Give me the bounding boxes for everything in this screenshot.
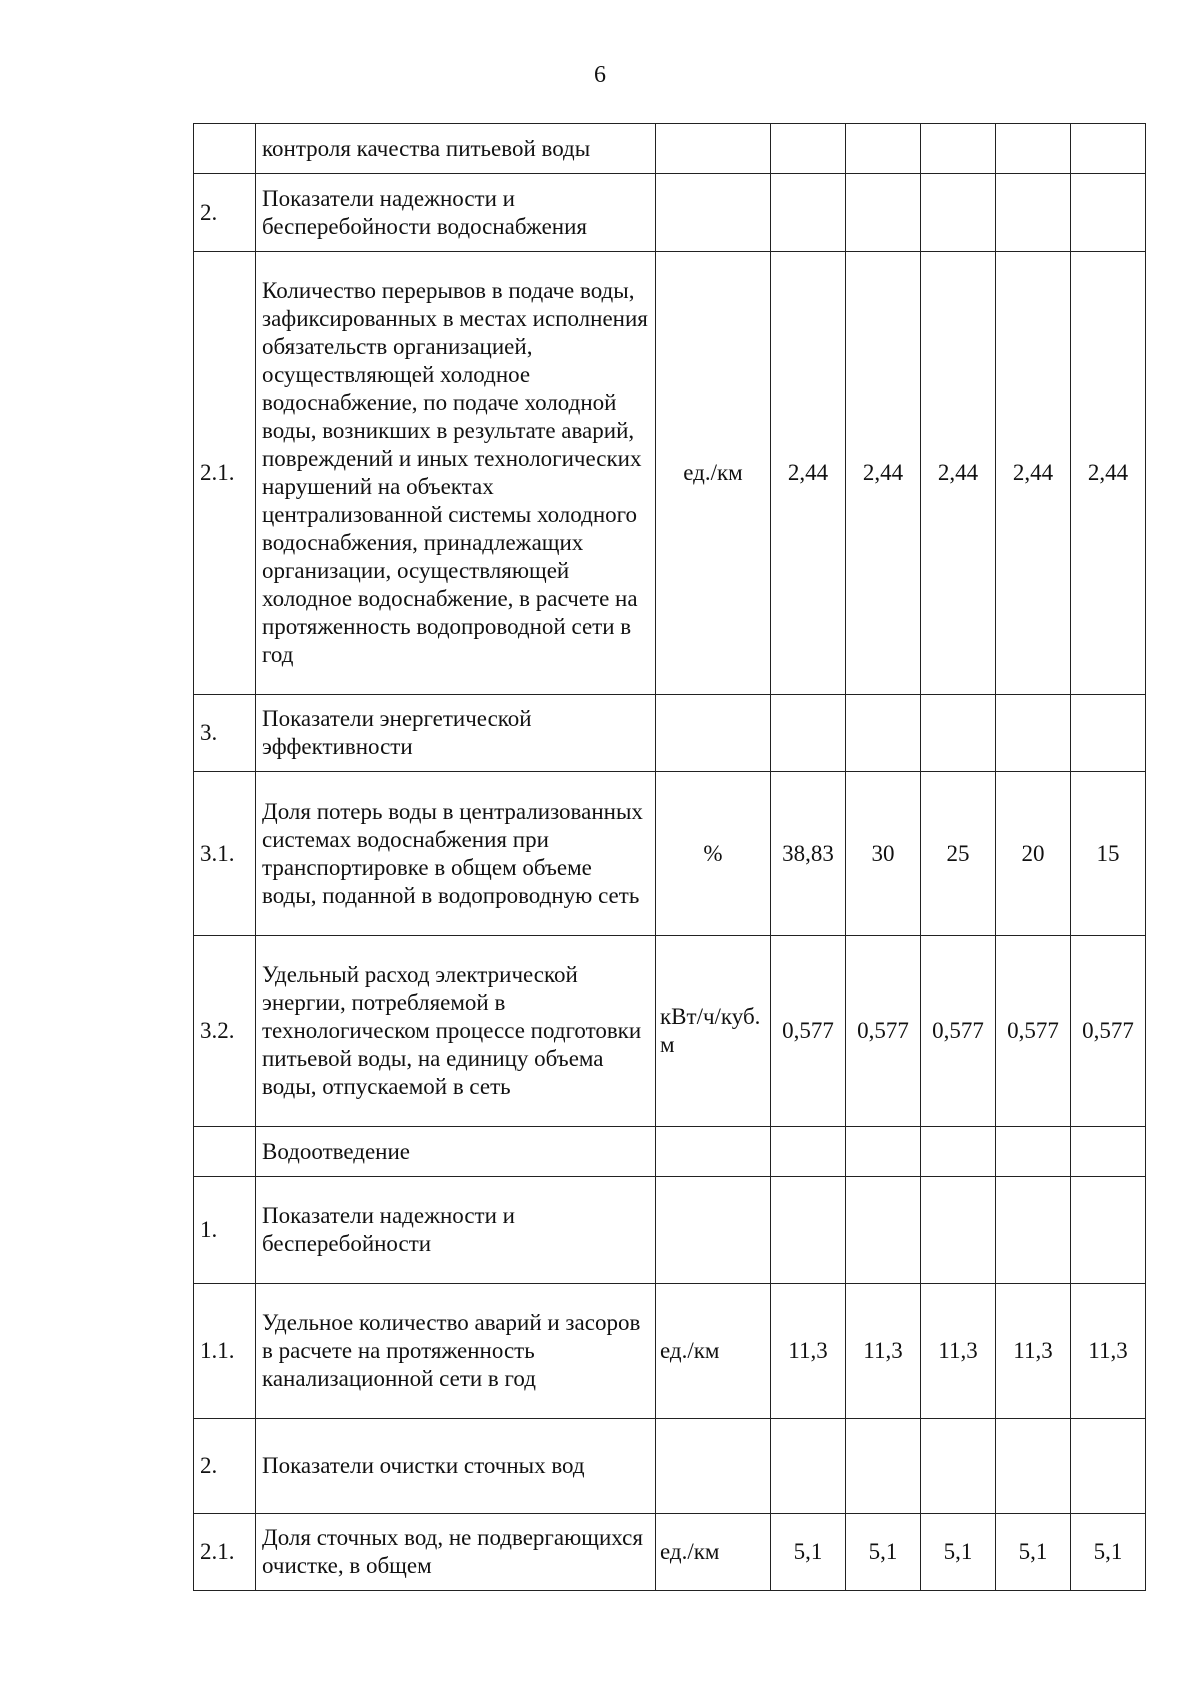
- value-cell: [771, 1177, 846, 1284]
- row-number: 1.1.: [194, 1284, 256, 1419]
- value-cell: 5,1: [1071, 1514, 1146, 1591]
- value-cell: [846, 124, 921, 174]
- table-row: [194, 252, 1146, 695]
- indicator-name: Показатели надежности и бесперебойности водоснабжения: [256, 174, 656, 252]
- unit-cell: [656, 695, 771, 772]
- row-number: 2.: [194, 1419, 256, 1514]
- value-cell: [846, 1127, 921, 1177]
- value-cell: 25: [921, 772, 996, 936]
- value-cell: 2,44: [771, 252, 846, 695]
- value-cell: [1071, 1177, 1146, 1284]
- row-number: 1.: [194, 1177, 256, 1284]
- value-cell: 11,3: [996, 1284, 1071, 1419]
- value-cell: [846, 695, 921, 772]
- value-cell: [996, 1419, 1071, 1514]
- value-cell: 0,577: [771, 936, 846, 1127]
- page-number: 6: [594, 62, 606, 88]
- unit-cell: кВт/ч/куб. м: [656, 936, 771, 1127]
- table-row: [194, 124, 1146, 174]
- value-cell: [1071, 174, 1146, 252]
- indicator-name: Количество перерывов в подаче воды, зафиксированных в местах исполнения обязательств организацией, осуществляющей холодное водоснабжение, по подаче холодной воды, возникших в результате аварий, повреждений и иных технологических нарушений на объектах централизованной системы холодного водоснабжения, принадлежащих организации, осуществляющей холодное водоснабжение, в расчете на протяженность водопроводной сети в год: [256, 252, 656, 695]
- value-cell: 0,577: [921, 936, 996, 1127]
- indicator-name: Доля сточных вод, не подвергающихся очистке, в общем: [256, 1514, 656, 1591]
- value-cell: [921, 1177, 996, 1284]
- row-number: 2.1.: [194, 252, 256, 695]
- table-row: [194, 936, 1146, 1127]
- value-cell: [846, 174, 921, 252]
- row-number: 2.1.: [194, 1514, 256, 1591]
- unit-cell: ед./км: [656, 1514, 771, 1591]
- value-cell: 2,44: [921, 252, 996, 695]
- value-cell: 0,577: [996, 936, 1071, 1127]
- value-cell: 5,1: [846, 1514, 921, 1591]
- value-cell: [921, 1419, 996, 1514]
- unit-cell: [656, 124, 771, 174]
- unit-cell: [656, 1127, 771, 1177]
- row-number: 3.: [194, 695, 256, 772]
- value-cell: [1071, 695, 1146, 772]
- value-cell: 15: [1071, 772, 1146, 936]
- value-cell: [1071, 1127, 1146, 1177]
- table-row: [194, 174, 1146, 252]
- value-cell: 20: [996, 772, 1071, 936]
- value-cell: [996, 1127, 1071, 1177]
- unit-cell: %: [656, 772, 771, 936]
- unit-cell: ед./км: [656, 1284, 771, 1419]
- value-cell: 11,3: [771, 1284, 846, 1419]
- value-cell: 5,1: [771, 1514, 846, 1591]
- indicator-name: Показатели энергетической эффективности: [256, 695, 656, 772]
- unit-cell: [656, 1419, 771, 1514]
- value-cell: 30: [846, 772, 921, 936]
- value-cell: [846, 1419, 921, 1514]
- value-cell: [921, 124, 996, 174]
- indicators-table: [193, 123, 1146, 1591]
- value-cell: 11,3: [846, 1284, 921, 1419]
- table-row: [194, 1284, 1146, 1419]
- value-cell: 2,44: [996, 252, 1071, 695]
- row-number: 3.1.: [194, 772, 256, 936]
- row-number: [194, 124, 256, 174]
- indicator-name: Доля потерь воды в централизованных системах водоснабжения при транспортировке в общем объеме воды, поданной в водопроводную сеть: [256, 772, 656, 936]
- value-cell: 11,3: [921, 1284, 996, 1419]
- section-title: Водоотведение: [256, 1127, 656, 1177]
- row-number: 2.: [194, 174, 256, 252]
- value-cell: 2,44: [1071, 252, 1146, 695]
- table-row: [194, 1127, 1146, 1177]
- value-cell: [771, 124, 846, 174]
- unit-cell: ед./км: [656, 252, 771, 695]
- value-cell: [771, 695, 846, 772]
- value-cell: 38,83: [771, 772, 846, 936]
- row-number: 3.2.: [194, 936, 256, 1127]
- indicator-name: Удельный расход электрической энергии, потребляемой в технологическом процессе подготовки питьевой воды, на единицу объема воды, отпускаемой в сеть: [256, 936, 656, 1127]
- table-row: [194, 1419, 1146, 1514]
- value-cell: 5,1: [996, 1514, 1071, 1591]
- table-row: [194, 1514, 1146, 1591]
- unit-cell: [656, 1177, 771, 1284]
- indicator-name: Показатели надежности и бесперебойности: [256, 1177, 656, 1284]
- table-row: [194, 772, 1146, 936]
- table-row: [194, 695, 1146, 772]
- value-cell: [996, 124, 1071, 174]
- table-row: [194, 1177, 1146, 1284]
- value-cell: [996, 695, 1071, 772]
- value-cell: 11,3: [1071, 1284, 1146, 1419]
- value-cell: [771, 1419, 846, 1514]
- value-cell: 0,577: [1071, 936, 1146, 1127]
- value-cell: [996, 174, 1071, 252]
- value-cell: [1071, 1419, 1146, 1514]
- value-cell: [921, 1127, 996, 1177]
- indicator-name: Показатели очистки сточных вод: [256, 1419, 656, 1514]
- value-cell: [846, 1177, 921, 1284]
- value-cell: [921, 174, 996, 252]
- value-cell: 2,44: [846, 252, 921, 695]
- value-cell: [771, 1127, 846, 1177]
- indicator-name: контроля качества питьевой воды: [256, 124, 656, 174]
- row-number: [194, 1127, 256, 1177]
- value-cell: 0,577: [846, 936, 921, 1127]
- value-cell: 5,1: [921, 1514, 996, 1591]
- value-cell: [1071, 124, 1146, 174]
- value-cell: [996, 1177, 1071, 1284]
- value-cell: [921, 695, 996, 772]
- indicator-name: Удельное количество аварий и засоров в расчете на протяженность канализационной сети в год: [256, 1284, 656, 1419]
- unit-cell: [656, 174, 771, 252]
- value-cell: [771, 174, 846, 252]
